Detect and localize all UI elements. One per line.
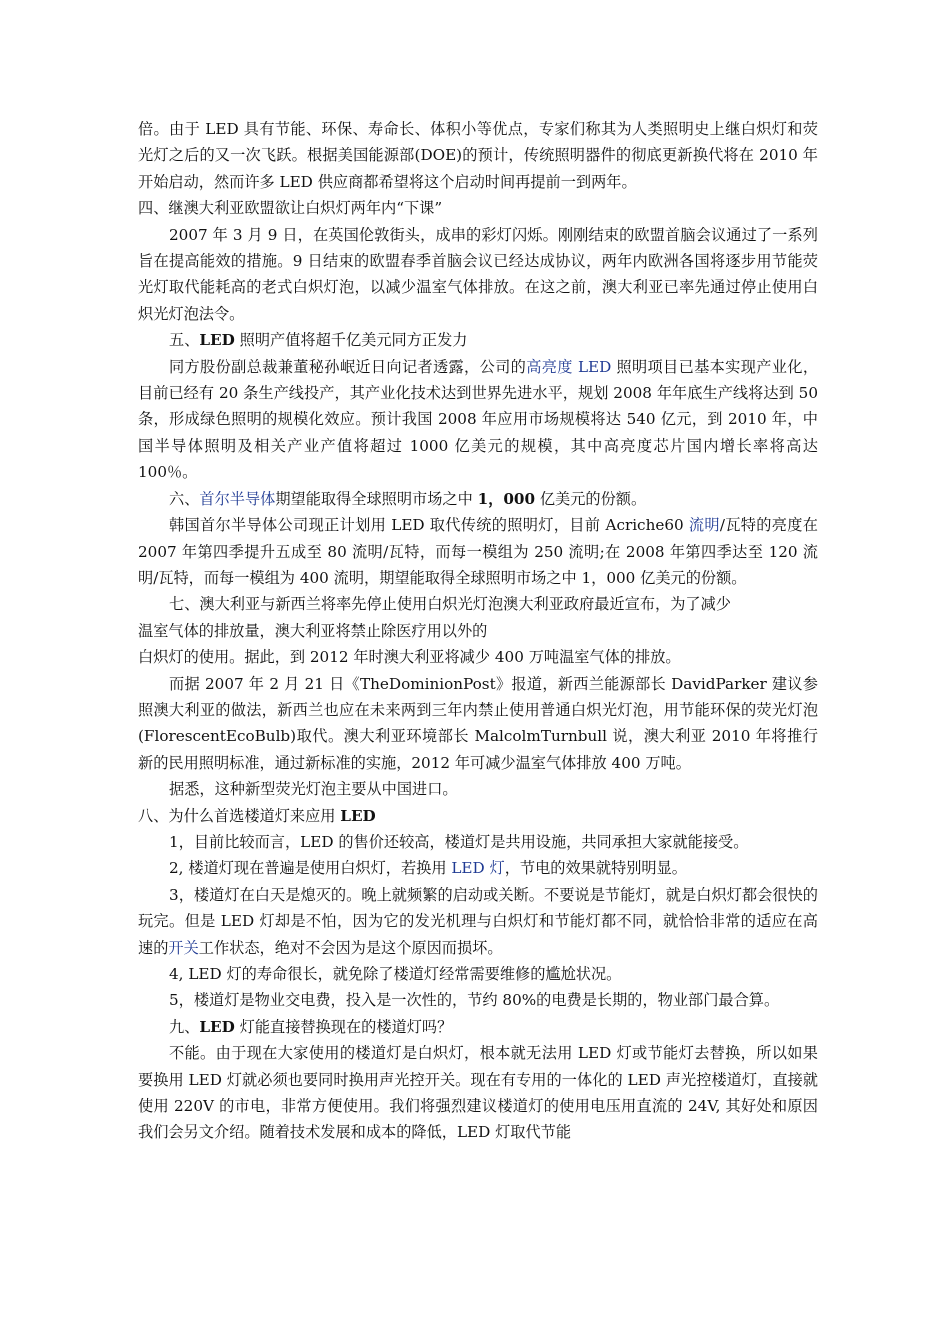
text-run: 1，目前比较而言，LED 的售价还较高，楼道灯是共用设施，共同承担大家就能接受。 bbox=[169, 832, 749, 851]
text-run: 2, 楼道灯现在普遍是使用白炽灯，若换用 bbox=[169, 859, 452, 878]
paragraph bbox=[138, 1040, 818, 1146]
paragraph bbox=[138, 829, 818, 855]
text-run: 1，000 bbox=[477, 489, 536, 508]
text-run: 灯能直接替换现在的楼道灯吗？ bbox=[234, 1017, 453, 1036]
paragraph bbox=[138, 591, 818, 617]
text-run: LED bbox=[199, 331, 235, 350]
text-run: 六、 bbox=[169, 489, 200, 508]
text-run: 工作状态，绝对不会因为是这个原因而损坏。 bbox=[198, 938, 503, 957]
paragraph bbox=[138, 486, 818, 512]
text-run: 温室气体的排放量，澳大利亚将禁止除医疗用以外的 bbox=[138, 621, 488, 640]
paragraph bbox=[138, 195, 818, 221]
paragraph bbox=[138, 354, 818, 486]
text-run: 倍。由于 LED 具有节能、环保、寿命长、体积小等优点，专家们称其为人类照明史上继白炽灯和荧光灯之后的又一次飞跃。根据美国能源部(DOE)的预计，传统照明器件的彻底更新换代将在 2010 年开始启动，然而许多 LED 供应商都希望将这个启动时间再提前一到两年。 bbox=[138, 120, 818, 191]
text-run: 四、继澳大利亚欧盟欲让白炽灯两年内“下课” bbox=[138, 199, 443, 218]
text-run: 韩国首尔半导体公司现正计划用 LED 取代传统的照明灯，目前 Acriche60 bbox=[169, 516, 689, 535]
text-run: 据悉，这种新型荧光灯泡主要从中国进口。 bbox=[169, 780, 458, 799]
paragraph bbox=[138, 618, 818, 644]
link-text[interactable]: 流明 bbox=[688, 516, 720, 535]
text-run: 白炽灯的使用。据此，到 2012 年时澳大利亚将减少 400 万吨温室气体的排放。 bbox=[138, 648, 681, 667]
paragraph bbox=[138, 882, 818, 961]
link-text[interactable]: 开关 bbox=[168, 938, 199, 957]
text-run: 而据 2007 年 2 月 21 日《TheDominionPost》报道，新西兰能源部长 DavidParker 建议参照澳大利亚的做法，新西兰也应在未来两到三年内禁止使用普通白炽光灯泡，用节能环保的荧光灯泡(FlorescentEcoBulb)取代。澳大利亚环境部长 MalcolmTurnbull 说，澳大利亚 2010 年将推行新的民用照明标准，通过新标准的实施，2012 年可减少温室气体排放 400 万吨。 bbox=[138, 674, 818, 772]
paragraph bbox=[138, 116, 818, 195]
text-run: ，节电的效果就特别明显。 bbox=[504, 859, 687, 878]
paragraph bbox=[138, 1014, 818, 1040]
text-run: 五、 bbox=[169, 331, 200, 350]
text-run: /瓦特的亮度在 2007 年第四季提升五成至 80 流明/瓦特，而每一模组为 250 流明;在 2008 年第四季达至 120 流明/瓦特，而每一模组为 400 流明，期望能取得全球照明市场之中 1，000 亿美元的份额。 bbox=[138, 516, 818, 587]
paragraph bbox=[138, 961, 818, 987]
link-text[interactable]: 首尔半导体 bbox=[199, 489, 276, 508]
text-run: 同方股份副总裁兼董秘孙岷近日向记者透露，公司的 bbox=[169, 357, 527, 376]
paragraph bbox=[138, 671, 818, 777]
paragraph bbox=[138, 776, 818, 802]
document-body bbox=[138, 116, 818, 1146]
link-text[interactable]: LED 灯 bbox=[451, 859, 505, 878]
text-run: 5，楼道灯是物业交电费，投入是一次性的，节约 80%的电费是长期的，物业部门最合算。 bbox=[169, 991, 780, 1010]
text-run: 照明项目已基本实现产业化，目前已经有 20 条生产线投产，其产业化技术达到世界先进水平，规划 2008 年年底生产线将达到 50 条，形成绿色照明的规模化效应。预计我国 2008 年应用市场规模将达 540 亿元，到 2010 年，中国半导体照明及相关产业产值将超过 1000 亿美元的规模，其中高亮度芯片国内增长率将高达 100％。 bbox=[138, 357, 819, 482]
paragraph bbox=[138, 803, 818, 829]
text-run: 亿美元的份额。 bbox=[535, 489, 647, 508]
paragraph bbox=[138, 222, 818, 328]
paragraph bbox=[138, 327, 818, 353]
paragraph bbox=[138, 855, 818, 881]
text-run: 3，楼道灯在白天是熄灭的。晚上就频繁的启动或关断。不要说是节能灯，就是白炽灯都会很快的玩完。但是 LED 灯却是不怕，因为它的发光机理与白炽灯和节能灯都不同，就恰恰非常的适应在高速的 bbox=[138, 885, 818, 957]
text-run: LED bbox=[199, 1017, 235, 1036]
text-run: 八、为什么首选楼道灯来应用 bbox=[138, 806, 341, 825]
text-run: 九、 bbox=[169, 1017, 200, 1036]
paragraph bbox=[138, 512, 818, 591]
paragraph bbox=[138, 644, 818, 670]
paragraph bbox=[138, 987, 818, 1013]
text-run: 照明产值将超千亿美元同方正发力 bbox=[234, 331, 468, 350]
text-run: 不能。由于现在大家使用的楼道灯是白炽灯，根本就无法用 LED 灯或节能灯去替换，所以如果要换用 LED 灯就必须也要同时换用声光控开关。现在有专用的一体化的 LED 声光控楼道灯，直接就使用 220V 的市电，非常方便使用。我们将强烈建议楼道灯的使用电压用直流的 24V, 其好处和原因我们会另文介绍。随着技术发展和成本的降低，LED 灯取代节能 bbox=[138, 1044, 818, 1142]
text-run: 2007 年 3 月 9 日，在英国伦敦街头，成串的彩灯闪烁。刚刚结束的欧盟首脑会议通过了一系列旨在提高能效的措施。9 日结束的欧盟春季首脑会议已经达成协议，两年内欧洲各国将逐步用节能荧光灯取代能耗高的老式白炽灯泡，以减少温室气体排放。在这之前，澳大利亚已率先通过停止使用白炽光灯泡法令。 bbox=[138, 225, 818, 323]
text-run: 4, LED 灯的寿命很长，就免除了楼道灯经常需要维修的尴尬状况。 bbox=[169, 965, 622, 983]
link-text[interactable]: 高亮度 LED bbox=[526, 357, 612, 376]
text-run: 期望能取得全球照明市场之中 bbox=[275, 489, 478, 508]
text-run: 七、澳大利亚与新西兰将率先停止使用白炽光灯泡澳大利亚政府最近宣布，为了减少 bbox=[169, 595, 731, 614]
text-run: LED bbox=[340, 806, 376, 825]
